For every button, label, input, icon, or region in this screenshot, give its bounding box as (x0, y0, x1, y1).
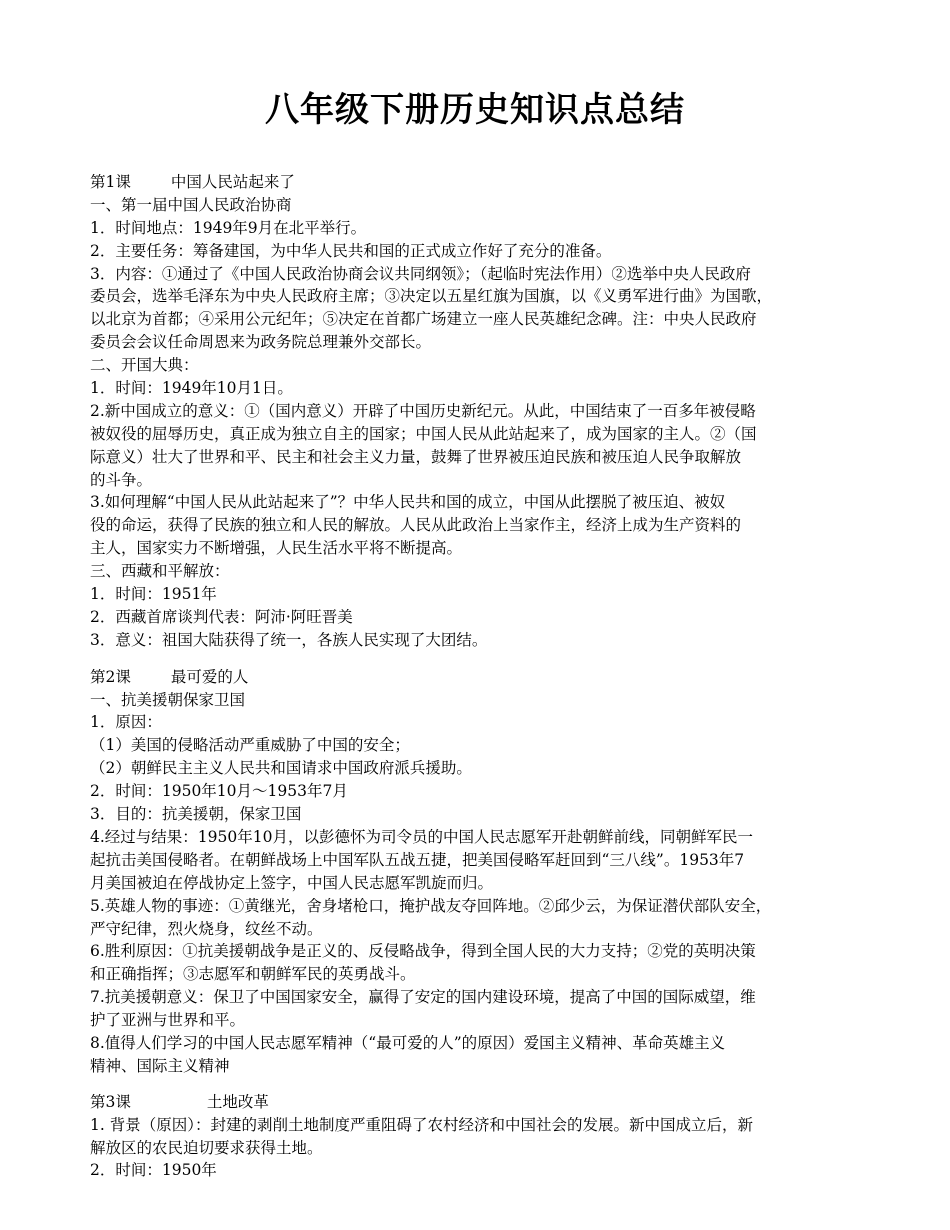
text-line: 以北京为首都；④采用公元纪年；⑤决定在首都广场建立一座人民英雄纪念碑。注：中央人民政府 (90, 310, 757, 329)
lesson-name: 土地改革 (206, 1092, 269, 1111)
lesson-name: 中国人民站起来了 (170, 173, 295, 191)
document-title: 八年级下册历史知识点总结 (265, 90, 685, 130)
text-line: 解放区的农民迫切要求获得土地。 (90, 1138, 323, 1157)
text-line: （2）朝鲜民主主义人民共和国请求中国政府派兵援助。 (90, 759, 472, 778)
text-line: 役的命运，获得了民族的独立和人民的解放。人民从此政治上当家作主，经济上成为生产资料的 (90, 516, 742, 535)
section-spacer (90, 1078, 870, 1091)
lesson-3-heading (90, 1091, 870, 1114)
lesson-3-text (90, 1114, 870, 1183)
section-spacer (90, 652, 870, 666)
text-line: 2.新中国成立的意义：①（国内意义）开辟了中国历史新纪元。从此，中国结束了一百多年被侵略 (90, 401, 756, 420)
text-line: 8.值得人们学习的中国人民志愿军精神（“最可爱的人”的原因）爱国主义精神、革命英雄主义 (90, 1033, 726, 1052)
document-body (90, 171, 870, 1182)
lesson-2-heading (90, 666, 870, 689)
text-line: 精神、国际主义精神 (90, 1056, 230, 1075)
text-line: 1．原因： (90, 713, 162, 732)
text-line: 3．内容：①通过了《中国人民政治协商会议共同纲领》；（起临时宪法作用）②选举中央人民政府 (90, 264, 751, 283)
lesson-name: 最可爱的人 (170, 667, 249, 686)
text-line: 1. 背景（原因）：封建的剥削土地制度严重阻碍了农村经济和中国社会的发展。新中国成立后，新 (90, 1115, 753, 1134)
text-line: 3.如何理解“中国人民从此站起来了”？中华人民共和国的成立，中国从此摆脱了被压迫、被奴 (90, 493, 726, 512)
lesson-number: 第1课 (90, 173, 131, 191)
text-line: 3．目的：抗美援朝，保家卫国 (90, 805, 302, 824)
lesson-1-text (90, 194, 870, 652)
text-line: 被奴役的屈辱历史，真正成为独立自主的国家；中国人民从此站起来了，成为国家的主人。②（国 (90, 424, 757, 443)
text-line: 3．意义：祖国大陆获得了统一，各族人民实现了大团结。 (90, 630, 488, 649)
text-line: 护了亚洲与世界和平。 (90, 1011, 246, 1030)
text-line: 和正确指挥；③志愿军和朝鲜军民的英勇战斗。 (90, 965, 416, 984)
text-line: 委员会会议任命周恩来为政务院总理兼外交部长。 (90, 333, 432, 352)
text-line: （1）美国的侵略活动严重威胁了中国的安全； (90, 736, 410, 755)
text-line: 月美国被迫在停战协定上签字，中国人民志愿军凯旋而归。 (90, 873, 494, 892)
text-line: 起抗击美国侵略者。在朝鲜战场上中国军队五战五捷，把美国侵略军赶回到“三八线”。1953年7 (90, 850, 745, 869)
text-line: 主人，国家实力不断增强，人民生活水平将不断提高。 (90, 539, 463, 558)
text-line: 的斗争。 (90, 470, 153, 489)
text-line: 2．主要任务：筹备建国，为中华人民共和国的正式成立作好了充分的准备。 (90, 241, 612, 260)
text-line: 2．时间：1950年 (90, 1161, 217, 1180)
text-line: 一、第一届中国人民政治协商 (90, 195, 292, 214)
text-line: 一、抗美援朝保家卫国 (90, 690, 246, 709)
lesson-1-heading (90, 171, 870, 194)
text-line: 1．时间：1951年 (90, 585, 217, 604)
lesson-2-text (90, 689, 870, 1078)
text-line: 6.胜利原因：①抗美援朝战争是正义的、反侵略战争，得到全国人民的大力支持；②党的英明决策 (90, 942, 756, 961)
text-line: 7.抗美援朝意义：保卫了中国国家安全，赢得了安定的国内建设环境，提高了中国的国际威望，维 (90, 988, 756, 1007)
text-line: 1．时间地点：1949年9月在北平举行。 (90, 218, 367, 237)
text-line: 严守纪律，烈火烧身，纹丝不动。 (90, 919, 323, 938)
text-line: 2．时间：1950年10月～1953年7月 (90, 782, 348, 801)
text-line: 2．西藏首席谈判代表：阿沛·阿旺晋美 (90, 607, 353, 626)
text-line: 5.英雄人物的事迹：①黄继光，舍身堵枪口，掩护战友夺回阵地。②邱少云，为保证潜伏部队安全， (90, 896, 772, 915)
text-line: 际意义）壮大了世界和平、民主和社会主义力量，鼓舞了世界被压迫民族和被压迫人民争取解放 (90, 447, 742, 466)
lesson-number: 第2课 (90, 667, 131, 686)
text-line: 三、西藏和平解放： (90, 562, 230, 581)
text-line: 委员会，选举毛泽东为中央人民政府主席；③决定以五星红旗为国旗，以《义勇军进行曲》为国歌， (90, 287, 773, 306)
text-line: 1．时间：1949年10月1日。 (90, 379, 293, 398)
text-line: 4.经过与结果：1950年10月，以彭德怀为司令员的中国人民志愿军开赴朝鲜前线，同朝鲜军民一 (90, 827, 753, 846)
lesson-number: 第3课 (90, 1092, 131, 1111)
text-line: 二、开国大典： (90, 356, 199, 375)
